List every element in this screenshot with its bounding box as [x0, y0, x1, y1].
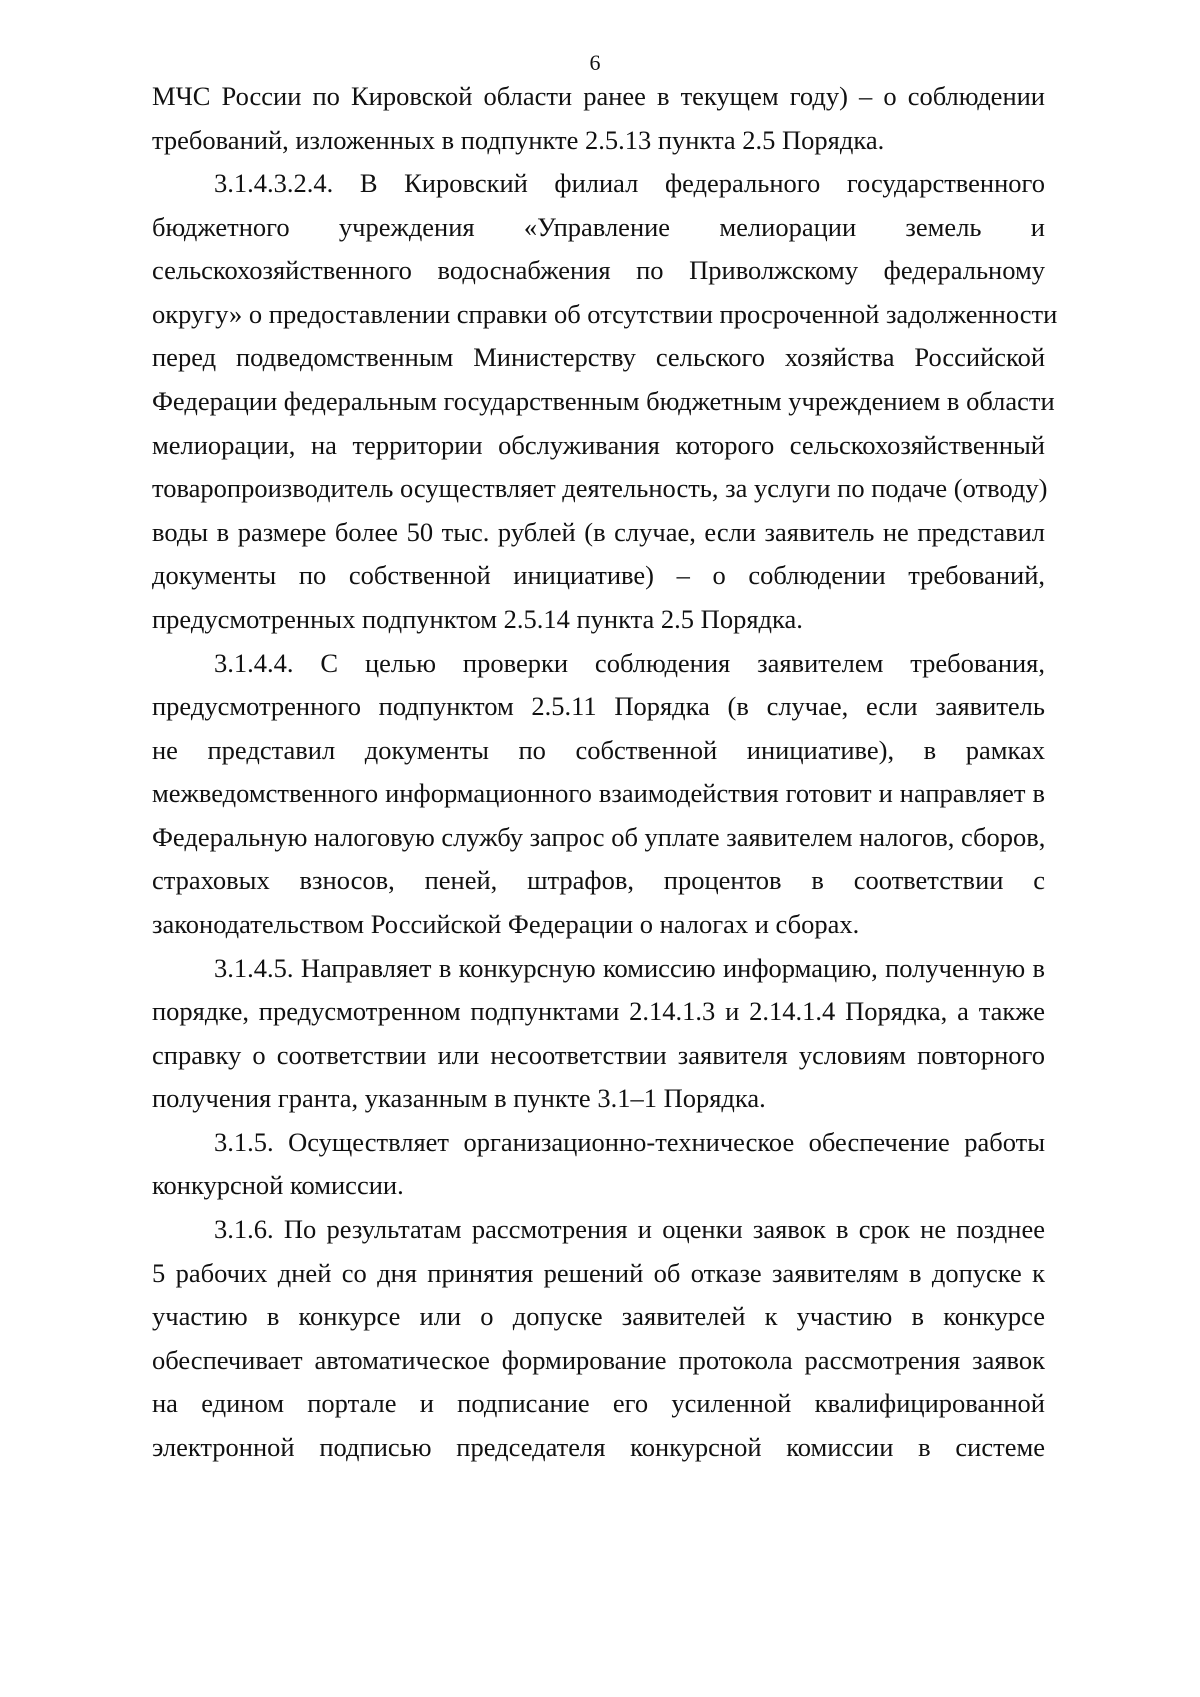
text-line: не представил документы по собственной инициативе), в рамках	[152, 734, 1045, 765]
text-line: товаропроизводитель осуществляет деятельность, за услуги по подаче (отводу)	[152, 473, 1048, 504]
text-line: мелиорации, на территории обслуживания которого сельскохозяйственный	[152, 429, 1045, 460]
text-line: предусмотренных подпунктом 2.5.14 пункта 2.5 Порядка.	[152, 603, 803, 634]
text-line: Федерации федеральным государственным бюджетным учреждением в области	[152, 386, 1055, 417]
text-line: 5 рабочих дней со дня принятия решений об отказе заявителям в допуске к	[152, 1257, 1045, 1288]
text-line: МЧС России по Кировской области ранее в текущем году) – о соблюдении	[152, 81, 1045, 111]
text-line: страховых взносов, пеней, штрафов, процентов в соответствии с	[152, 865, 1045, 896]
text-line: законодательством Российской Федерации о налогах и сборах.	[152, 908, 860, 939]
text-line: получения гранта, указанным в пункте 3.1–1 Порядка.	[152, 1083, 766, 1114]
text-line: конкурсной комиссии.	[152, 1170, 404, 1201]
text-line: 3.1.4.3.2.4. В Кировский филиал федерального государственного	[214, 168, 1045, 199]
text-line: обеспечивает автоматическое формирование протокола рассмотрения заявок	[152, 1344, 1045, 1375]
text-line: 3.1.4.5. Направляет в конкурсную комиссию информацию, полученную в	[214, 952, 1045, 983]
text-line: 3.1.5. Осуществляет организационно-техническое обеспечение работы	[214, 1126, 1045, 1157]
text-line: требований, изложенных в подпункте 2.5.13 пункта 2.5 Порядка.	[152, 124, 885, 155]
text-line: Федеральную налоговую службу запрос об уплате заявителем налогов, сборов,	[152, 821, 1046, 852]
text-line: 3.1.6. По результатам рассмотрения и оценки заявок в срок не позднее	[214, 1214, 1045, 1245]
document-body	[152, 75, 1058, 1470]
text-line: предусмотренного подпунктом 2.5.11 Порядка (в случае, если заявитель	[152, 691, 1045, 722]
text-line: сельскохозяйственного водоснабжения по Приволжскому федеральному	[152, 255, 1045, 286]
text-line: документы по собственной инициативе) – о соблюдении требований,	[152, 560, 1045, 591]
text-line: перед подведомственным Министерству сельского хозяйства Российской	[152, 342, 1045, 373]
page-number: 6	[589, 50, 601, 75]
text-line: воды в размере более 50 тыс. рублей (в случае, если заявитель не представил	[152, 516, 1045, 547]
text-line: справку о соответствии или несоответствии заявителя условиям повторного	[152, 1039, 1045, 1070]
text-line: порядке, предусмотренном подпунктами 2.14.1.3 и 2.14.1.4 Порядка, а также	[152, 996, 1045, 1027]
text-line: межведомственного информационного взаимодействия готовит и направляет в	[152, 778, 1045, 809]
text-line: участию в конкурсе или о допуске заявителей к участию в конкурсе	[152, 1301, 1045, 1332]
text-line: электронной подписью председателя конкурсной комиссии в системе	[152, 1431, 1045, 1462]
text-line: бюджетного учреждения «Управление мелиорации земель и	[152, 211, 1045, 242]
text-line: на едином портале и подписание его усиленной квалифицированной	[152, 1388, 1045, 1419]
text-line: округу» о предоставлении справки об отсутствии просроченной задолженности	[152, 298, 1058, 329]
text-line: 3.1.4.4. С целью проверки соблюдения заявителем требования,	[214, 647, 1045, 678]
